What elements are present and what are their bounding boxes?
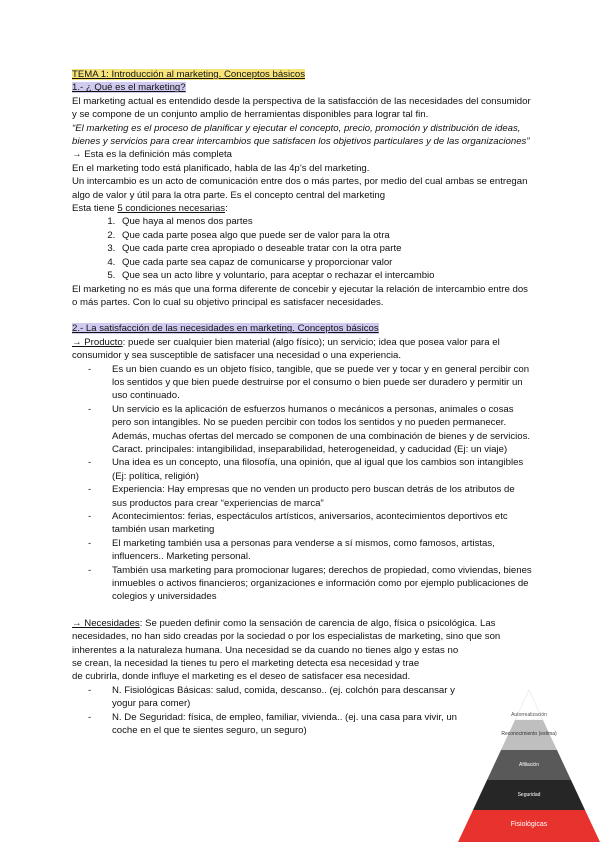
pyramid-label-fisiologicas: Fisiológicas [510,821,548,828]
definition-note: → Esta es la definición más completa [72,149,232,161]
heading-que-es-marketing: 1.- ¿ Qué es el marketing? [72,82,186,94]
paragraph-condiciones [72,202,532,215]
maslow-pyramid [458,690,600,842]
paragraph-4ps: En el marketing todo está planificado, habla de las 4p’s del marketing. [72,162,370,174]
list-item: - También usa marketing para promocionar lugares; derechos de propiedad, como viviendas, bienes inmuebles o activos financieros; organizaciones e información como por ejemplo publicaciones de colegios y universidades [112,564,532,604]
paragraph-definition [72,122,532,162]
list-item: - El marketing también usa a personas para venderse a sí mismos, como famosos, artistas, influencers.. Marketing personal. [112,537,532,564]
paragraph-intro: El marketing actual es entendido desde la perspectiva de la satisfacción de las necesidades del consumidor y se compone de un conjunto amplio de herramientas disponibles para lograr tal fin. [72,95,531,121]
list-item: - N. Fisiológicas Básicas: salud, comida, descanso.. (ej. colchón para descansar y yogur para comer) [112,684,462,711]
list-item: 5. Que sea un acto libre y voluntario, para aceptar o rechazar el intercambio [118,269,532,282]
pyramid-label-seguridad: Seguridad [517,792,541,798]
document-title: TEMA 1: Introducción al marketing. Conceptos básicos [72,69,306,80]
definition-quote: “El marketing es el proceso de planificar y ejecutar el concepto, precio, promoción y distribución de ideas, bienes y servicios para crear intercambios que satisfacen los objetivos particulares y de las organizaciones” [72,122,530,148]
list-item: - Experiencia: Hay empresas que no venden un producto pero buscan detrás de los atributos de sus productos para crear “experiencias de marca” [112,483,532,510]
producto-text: : puede ser cualquier bien material (algo físico); un servicio; idea que posea valor para el consumidor y sea susceptible de satisfacer una necesidad o una experiencia. [72,336,500,362]
paragraph-summary: El marketing no es más que una forma diferente de concebir y ejecutar la relación de intercambio entre dos o más partes. Con lo cual su objetivo principal es satisfacer necesidades. [72,283,528,308]
producto-label: → Producto [72,336,123,348]
pyramid-label-reconocimiento: Reconocimiento (estima) [501,731,557,737]
list-item: - Acontecimientos: ferias, espectáculos artísticos, aniversarios, acontecimientos deportivos etc también usan marketing [112,510,532,537]
producto-list [72,363,532,604]
paragraph-intercambio: Un intercambio es un acto de comunicación entre dos o más partes, por medio del cual ambas se entregan algo de valor y útil para la otra parte. Es el concepto central del marketing [72,176,528,201]
pyramid-label-autorrealizacion: Autorrealización [511,712,547,718]
list-item: 1. Que haya al menos dos partes [118,215,532,228]
needs-list [72,684,462,738]
paragraph-necesidades-cont: se crean, la necesidad la tienes tu pero el marketing detecta esa necesidad y trae de cubrirla, donde influye el marketing es el deseo de satisfacer esa necesidad. [72,658,420,683]
list-item: 2. Que cada parte posea algo que puede ser de valor para la otra [118,229,532,242]
pyramid-label-afiliacion: Afiliación [518,762,539,768]
paragraph-necesidades [72,617,532,657]
list-item: 3. Que cada parte crea apropiado o deseable tratar con la otra parte [118,242,532,255]
section-2 [72,322,532,737]
condiciones-suffix: : [225,203,228,215]
necesidades-text: : Se pueden definir como la sensación de carencia de algo, física o psicológica. Las necesidades, no han sido creadas por la sociedad o por los especialistas de marketing, sino que son inherentes a la naturaleza humana. Una necesidad se da cuando no tienes algo y estas no [72,617,501,656]
necesidades-label: → Necesidades [72,617,140,629]
condiciones-prefix: Esta tiene [72,203,118,215]
list-item: - N. De Seguridad: física, de empleo, familiar, vivienda.. (ej. una casa para vivir, un coche en el que te sientes seguro, un seguro) [112,711,462,738]
list-item: - Un servicio es la aplicación de esfuerzos humanos o mecánicos a personas, animales o cosas pero son intangibles. No se pueden percibir con todos los sentidos y no pueden permanecer. Además, muchas ofertas del mercado se componen de una combinación de bienes y de servicios. Caract. principales: intangibilidad, inseparabilidad, heterogeneidad, y caducidad (Ej: un viaje) [112,403,532,457]
list-item: - Una idea es un concepto, una filosofía, una opinión, que al igual que los cambios son intangibles (Ej: política, religión) [112,456,532,483]
heading-satisfaccion: 2.- La satisfacción de las necesidades en marketing. Conceptos básicos [72,323,379,335]
section-1 [72,68,532,309]
condiciones-link: 5 condiciones necesarias [117,203,226,215]
document-page [72,68,532,738]
list-item: 4. Que cada parte sea capaz de comunicarse y proporcionar valor [118,256,532,269]
paragraph-producto [72,336,532,363]
list-item: - Es un bien cuando es un objeto físico, tangible, que se puede ver y tocar y en general percibir con los sentidos y que bien puede destruirse por el consumo o bien puede ser duradero y permitir un uso continuado. [112,363,532,403]
conditions-list [72,215,532,282]
